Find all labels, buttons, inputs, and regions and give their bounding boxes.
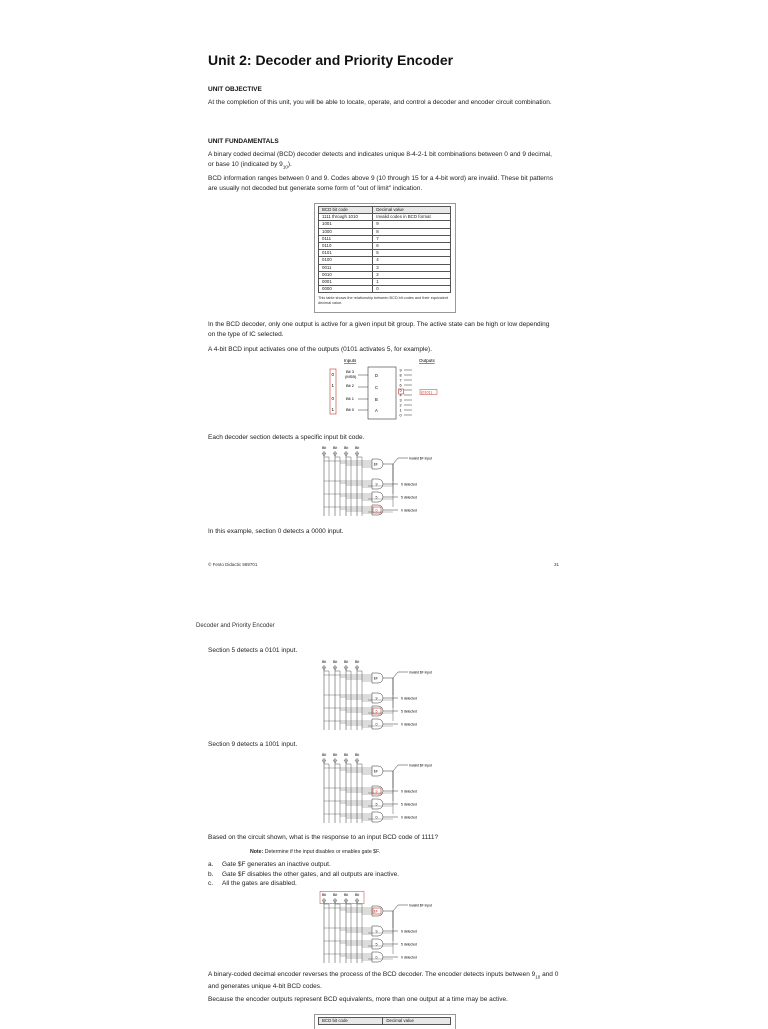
input-value: 0 (331, 396, 335, 401)
output-digit: 3 (399, 398, 402, 403)
para-section-9: Section 9 detects a 1001 input. (208, 741, 298, 748)
gate-output-label: 5 detected (401, 495, 417, 500)
and-gate-icon (372, 786, 383, 796)
gate-diagram-1111 (318, 891, 458, 971)
table-cell: 0 (373, 286, 451, 293)
bit-label: Bit (344, 660, 349, 664)
table-row (319, 271, 451, 278)
gate-output-label: Invalid $F input (409, 903, 432, 908)
table-cell: 0100 (319, 257, 373, 264)
gate-output-label: 0 detected (401, 955, 417, 960)
table-cell: 8 (373, 228, 451, 235)
gate-output-label: 5 detected (401, 942, 417, 947)
bit-label: Bit 0 (346, 407, 355, 412)
gate-label: 9 (375, 482, 378, 487)
note: Note: Determine if the input disables or enables gate $F. (250, 849, 381, 855)
fundamentals-heading: UNIT FUNDAMENTALS (208, 138, 279, 145)
diagram-line (383, 672, 408, 678)
gate-output-label: 9 detected (401, 929, 417, 934)
table-cell: Invalid codes in BCD format (373, 214, 451, 221)
gate-label: 0 (375, 815, 378, 820)
bit-label: Bit (322, 660, 327, 664)
and-gate-icon (372, 505, 383, 515)
table-row (319, 286, 451, 293)
and-gate-icon (372, 719, 383, 729)
bcd-table (318, 206, 451, 293)
objective-heading: UNIT OBJECTIVE (208, 86, 262, 93)
pin-label: C (375, 385, 379, 390)
and-gate-icon (372, 799, 383, 809)
output-digit: 2 (399, 403, 402, 408)
bit-label: Bit (322, 753, 327, 757)
bcd-table-figure (314, 203, 456, 313)
output-digit: 8 (399, 373, 402, 378)
answer-option-c[interactable]: c. All the gates are disabled. (208, 880, 297, 887)
page-number: 31 (554, 562, 560, 567)
gate-label: 5 (375, 802, 378, 807)
and-gate-icon (372, 939, 383, 949)
gate-label: 9 (375, 789, 378, 794)
gate-output-label: 9 detected (401, 696, 417, 701)
pin-label: D (375, 373, 379, 378)
table-cell: 9 (373, 221, 451, 228)
answer-option-b[interactable]: b. Gate $F disables the other gates, and all outputs are inactive. (208, 870, 400, 878)
running-head: Decoder and Priority Encoder (196, 623, 275, 629)
question-text: Based on the circuit shown, what is the response to an input BCD code of 1111? (208, 834, 439, 841)
table-row (319, 221, 451, 228)
table-cell: 0011 (319, 264, 373, 271)
table-header: BCD bit code (319, 1018, 383, 1025)
bit-label: Bit (322, 893, 327, 897)
and-gate-icon (372, 812, 383, 822)
input-value: 0 (331, 372, 335, 377)
inputs-label: Inputs (344, 358, 357, 363)
gate-output-label: 9 detected (401, 789, 417, 794)
output-digit: 1 (399, 408, 402, 413)
bit-label: Bit 2 (346, 383, 355, 388)
outputs-label: Outputs (419, 358, 435, 363)
gate-label: $F (373, 676, 379, 681)
page-title: Unit 2: Decoder and Priority Encoder (208, 52, 454, 68)
gate-output-label: 0 detected (401, 508, 417, 513)
and-gate-icon (372, 926, 383, 936)
gate-label: 0 (375, 508, 378, 513)
output-tag: (0101) (421, 390, 432, 395)
bit-label: Bit (333, 893, 338, 897)
para-4bit-input: A 4-bit BCD input activates one of the outputs (0101 activates 5, for example). (208, 346, 433, 353)
para-each-section: Each decoder section detects a specific input bit code. (208, 434, 365, 441)
gate-output-label: Invalid $F input (409, 763, 432, 768)
gate-diagram-section-5 (318, 658, 458, 738)
input-value: 1 (331, 383, 335, 388)
table-cell: 4 (373, 257, 451, 264)
table-row (319, 235, 451, 242)
para-decoder-active: In the BCD decoder, only one output is active for a given input bit group. The active state can be high or low depending on the type of IC selected. (208, 321, 550, 338)
gate-label: 0 (375, 722, 378, 727)
gate-label: $F (373, 769, 379, 774)
table-row (319, 278, 451, 285)
table-cell: 1001 (319, 221, 373, 228)
answer-option-a[interactable]: a. Gate $F generates an inactive output. (208, 861, 331, 868)
and-gate-icon (372, 952, 383, 962)
output-digit: 0 (399, 413, 402, 418)
table-cell: 7 (373, 235, 451, 242)
table-cell: 0001 (319, 278, 373, 285)
table-row (319, 242, 451, 249)
decoder-block-diagram (318, 356, 448, 428)
gate-output-label: 9 detected (401, 482, 417, 487)
bit-label: Bit (355, 446, 360, 450)
bit-label: Bit (333, 446, 338, 450)
and-gate-icon (372, 479, 383, 489)
gate-diagram-section-0 (318, 444, 458, 524)
bit-label: Bit (333, 753, 338, 757)
and-gate-icon (372, 492, 383, 502)
para-encoder: A binary-coded decimal encoder reverses the process of the BCD decoder. The encoder detects inputs between $9_{10}$ and 0 and generates unique 4-bit BCD codes. (208, 971, 559, 990)
diagram-line (383, 905, 408, 911)
diagram-line (383, 765, 408, 771)
table-cell: 6 (373, 242, 451, 249)
page-footer-left: © Festo Didactic 589701 (208, 562, 258, 567)
bit-label: Bit 1 (346, 396, 355, 401)
table-row (319, 257, 451, 264)
bit-label: (MSB) (345, 374, 357, 379)
gate-label: 9 (375, 929, 378, 934)
output-digit: 4 (399, 393, 402, 398)
gate-output-label: 5 detected (401, 802, 417, 807)
gate-output-label: 0 detected (401, 815, 417, 820)
table-cell: 1111 through 1010 (319, 214, 373, 221)
gate-output-label: 5 detected (401, 709, 417, 714)
gate-output-label: 0 detected (401, 722, 417, 727)
bit-label: Bit (344, 446, 349, 450)
table-cell: 0110 (319, 242, 373, 249)
output-digit: 6 (399, 383, 402, 388)
table-row (319, 264, 451, 271)
para-section-5: Section 5 detects a 0101 input. (208, 647, 298, 654)
gate-label: 5 (375, 942, 378, 947)
bit-label: Bit (322, 446, 327, 450)
gate-label: $F (373, 909, 379, 914)
gate-diagram-section-9 (318, 751, 458, 831)
diagram-line (383, 458, 408, 464)
bcd-table-caption: This table shows the relationship between BCD bit codes and their equivalent decimal value. (318, 296, 449, 306)
input-value: 1 (331, 407, 335, 412)
objective-text: At the completion of this unit, you will be able to locate, operate, and control a decoder and encoder circuit combination. (208, 99, 552, 106)
bit-label: Bit (355, 753, 360, 757)
table-row (319, 228, 451, 235)
table-header: Decimal value (373, 207, 451, 214)
gate-output-label: Invalid $F input (409, 456, 432, 461)
bit-label: Bit (355, 660, 360, 664)
gate-label: 0 (375, 955, 378, 960)
bit-label: Bit (355, 893, 360, 897)
table-cell: 0000 (319, 286, 373, 293)
table-cell: 1000 (319, 228, 373, 235)
answer-list (208, 860, 399, 889)
bit-label: Bit (333, 660, 338, 664)
gate-label: 5 (375, 709, 378, 714)
gate-label: 9 (375, 696, 378, 701)
gate-output-label: Invalid $F input (409, 670, 432, 675)
table-header: BCD bit code (319, 207, 373, 214)
decoder-block (368, 367, 396, 419)
table-row (319, 214, 451, 221)
table-cell: 0101 (319, 250, 373, 257)
output-digit: 5 (399, 388, 402, 393)
table-cell: 2 (373, 271, 451, 278)
bcd-table-2-figure (314, 1014, 456, 1029)
para-encoder-outputs: Because the encoder outputs represent BCD equivalents, more than one output at a time may be active. (208, 996, 508, 1003)
table-header: Decimal value (383, 1018, 451, 1025)
pin-label: A (375, 408, 378, 413)
table-cell: 0010 (319, 271, 373, 278)
and-gate-icon (372, 693, 383, 703)
fundamentals-para-1: A binary coded decimal (BCD) decoder detects and indicates unique 8-4-2-1 bit combinations between 0 and 9 decimal, or base 10 (indicated by $9_{10}$). (208, 151, 552, 169)
output-digit: 9 (399, 368, 402, 373)
fundamentals-para-2: BCD information ranges between 0 and 9. Codes above 9 (10 through 15 for a 4-bit word) are invalid. These bit patterns are usually not decoded but generate some form of "out of limit" indication. (208, 175, 553, 192)
table-cell: 5 (373, 250, 451, 257)
table-cell: 1 (373, 278, 451, 285)
bit-label: Bit 3 (346, 369, 355, 374)
output-digit: 7 (399, 378, 402, 383)
gate-label: 5 (375, 495, 378, 500)
bit-label: Bit (344, 753, 349, 757)
and-gate-icon (372, 706, 383, 716)
para-section-0: In this example, section 0 detects a 0000 input. (208, 528, 344, 535)
gate-label: $F (373, 462, 379, 467)
table-row (319, 250, 451, 257)
table-cell: 3 (373, 264, 451, 271)
table-cell: 0111 (319, 235, 373, 242)
bit-label: Bit (344, 893, 349, 897)
pin-label: B (375, 397, 378, 402)
